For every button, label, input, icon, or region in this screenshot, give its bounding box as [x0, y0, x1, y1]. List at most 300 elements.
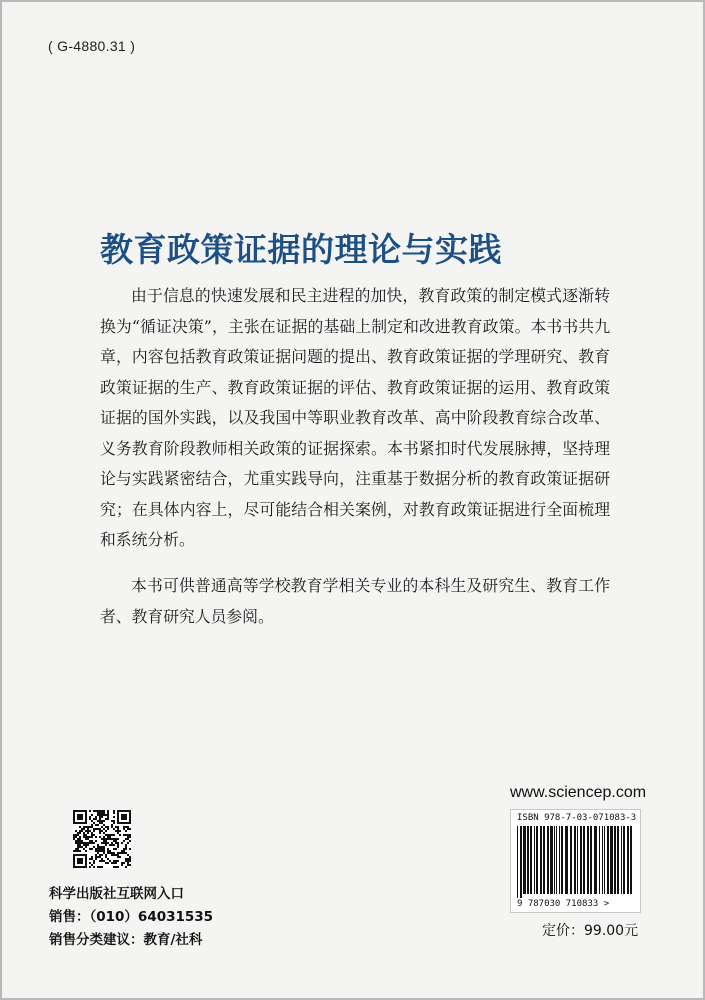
qr-module — [129, 828, 131, 830]
qr-module — [101, 866, 103, 868]
qr-module — [97, 856, 99, 858]
qr-module — [101, 826, 103, 828]
qr-module — [99, 836, 101, 838]
qr-module — [77, 838, 79, 840]
qr-module — [127, 836, 129, 838]
qr-module — [101, 860, 103, 862]
qr-module — [87, 844, 89, 846]
price: 定价：99.00元 — [542, 923, 639, 939]
qr-module — [87, 842, 89, 844]
barcode-bar — [570, 826, 572, 894]
qr-module — [79, 846, 81, 848]
qr-module — [81, 840, 83, 842]
qr-module — [85, 846, 87, 848]
qr-module — [103, 848, 105, 850]
qr-module — [79, 844, 81, 846]
qr-module — [83, 836, 85, 838]
qr-module — [91, 858, 93, 860]
qr-module — [113, 862, 115, 864]
qr-module — [117, 844, 119, 846]
qr-module — [89, 818, 91, 820]
qr-module — [97, 810, 99, 812]
qr-module — [93, 818, 95, 820]
qr-module — [101, 820, 103, 822]
qr-module — [93, 866, 95, 868]
qr-module — [121, 852, 123, 854]
qr-module — [93, 810, 95, 812]
qr-module — [111, 854, 113, 856]
qr-module — [97, 866, 99, 868]
qr-module — [89, 858, 91, 860]
qr-module — [97, 814, 99, 816]
qr-module — [79, 836, 81, 838]
qr-module — [123, 850, 125, 852]
qr-module — [105, 844, 107, 846]
barcode-bar — [561, 826, 563, 894]
qr-module — [101, 850, 103, 852]
qr-module — [127, 858, 129, 860]
qr-module — [125, 838, 127, 840]
qr-module — [89, 840, 91, 842]
qr-module — [101, 816, 103, 818]
qr-module — [75, 840, 77, 842]
qr-module — [103, 810, 105, 812]
qr-module — [107, 852, 109, 854]
qr-module — [91, 820, 93, 822]
qr-module — [81, 846, 83, 848]
qr-module — [95, 818, 97, 820]
qr-module — [113, 854, 115, 856]
barcode-bar — [594, 826, 597, 894]
qr-module — [111, 842, 113, 844]
qr-module — [75, 836, 77, 838]
qr-module — [113, 810, 115, 812]
qr-label: 科学出版社互联网入口 — [49, 886, 184, 902]
qr-module — [81, 830, 83, 832]
barcode-bar — [547, 826, 549, 894]
barcode-bar — [559, 826, 560, 894]
qr-module — [93, 822, 95, 824]
barcode-bar — [590, 826, 592, 894]
qr-module — [101, 838, 103, 840]
qr-module — [79, 840, 81, 842]
barcode-bars — [517, 826, 636, 898]
qr-module — [105, 814, 107, 816]
qr-module — [99, 860, 101, 862]
qr-module — [77, 832, 79, 834]
qr-module — [97, 824, 99, 826]
barcode-bar — [517, 826, 518, 898]
qr-module — [83, 844, 85, 846]
qr-module — [99, 828, 101, 830]
qr-module — [97, 850, 99, 852]
qr-module — [103, 812, 105, 814]
qr-module — [77, 846, 79, 848]
qr-module — [117, 856, 119, 858]
barcode-bar — [577, 826, 578, 894]
barcode-bar — [520, 826, 522, 898]
qr-module — [113, 820, 115, 822]
qr-module — [109, 834, 111, 836]
qr-module — [115, 854, 117, 856]
qr-module — [115, 826, 117, 828]
qr-module — [101, 810, 103, 812]
qr-module — [113, 822, 115, 824]
qr-module — [121, 814, 127, 820]
barcode-bar — [607, 826, 609, 894]
qr-module — [111, 852, 113, 854]
qr-module — [113, 866, 115, 868]
qr-module — [121, 864, 123, 866]
barcode-bar — [604, 826, 605, 894]
qr-module — [75, 848, 77, 850]
qr-module — [123, 834, 125, 836]
qr-module — [119, 852, 121, 854]
barcode-bar — [583, 826, 585, 894]
qr-module — [79, 830, 81, 832]
qr-module — [113, 844, 115, 846]
qr-module — [99, 820, 101, 822]
qr-module — [79, 850, 81, 852]
qr-module — [83, 826, 85, 828]
qr-module — [97, 852, 99, 854]
qr-module — [107, 850, 109, 852]
qr-module — [107, 834, 109, 836]
qr-module — [127, 834, 129, 836]
qr-module — [101, 842, 103, 844]
qr-module — [89, 826, 91, 828]
qr-module — [73, 838, 75, 840]
qr-module — [111, 820, 113, 822]
qr-module — [109, 844, 111, 846]
qr-module — [107, 858, 109, 860]
qr-module — [103, 860, 105, 862]
barcode-number: 9 787030 710833 > — [517, 899, 610, 909]
qr-module — [115, 862, 117, 864]
qr-module — [117, 838, 119, 840]
qr-module — [107, 818, 109, 820]
qr-module — [95, 810, 97, 812]
qr-module — [101, 854, 103, 856]
qr-module — [123, 840, 125, 842]
qr-module — [83, 832, 85, 834]
qr-module — [113, 852, 115, 854]
qr-module — [85, 850, 87, 852]
qr-module — [127, 864, 129, 866]
qr-module — [107, 842, 109, 844]
qr-module — [115, 866, 117, 868]
qr-module — [97, 848, 99, 850]
qr-module — [105, 840, 107, 842]
qr-module — [99, 814, 101, 816]
qr-module — [107, 836, 109, 838]
qr-module — [127, 854, 129, 856]
qr-module — [77, 844, 79, 846]
qr-module — [103, 850, 105, 852]
qr-module — [107, 848, 109, 850]
qr-module — [123, 862, 125, 864]
qr-module — [125, 844, 127, 846]
barcode-bar — [574, 826, 576, 894]
qr-module — [77, 848, 79, 850]
qr-module — [107, 826, 109, 828]
qr-module — [75, 842, 77, 844]
qr-module — [79, 832, 81, 834]
barcode-bar — [536, 826, 538, 894]
qr-module — [87, 826, 89, 828]
qr-module — [113, 848, 115, 850]
qr-module — [127, 826, 129, 828]
qr-module — [113, 816, 115, 818]
qr-module — [79, 842, 81, 844]
qr-module — [99, 848, 101, 850]
qr-module — [93, 860, 95, 862]
qr-module — [85, 842, 87, 844]
qr-module — [101, 812, 103, 814]
qr-module — [117, 830, 119, 832]
qr-module — [129, 848, 131, 850]
qr-module — [87, 836, 89, 838]
qr-module — [107, 838, 109, 840]
qr-module — [125, 852, 127, 854]
qr-module — [99, 846, 101, 848]
qr-module — [113, 840, 115, 842]
qr-module — [113, 838, 115, 840]
qr-module — [119, 834, 121, 836]
qr-module — [129, 840, 131, 842]
qr-module — [77, 834, 79, 836]
qr-module — [105, 830, 107, 832]
qr-module — [107, 810, 109, 812]
qr-module — [117, 826, 119, 828]
qr-module — [85, 830, 87, 832]
qr-module — [115, 842, 117, 844]
qr-module — [101, 830, 103, 832]
barcode-bar — [617, 826, 619, 894]
qr-module — [99, 822, 101, 824]
qr-module — [91, 836, 93, 838]
qr-module — [111, 838, 113, 840]
qr-module — [97, 828, 99, 830]
qr-module — [117, 866, 119, 868]
qr-module — [91, 840, 93, 842]
barcode-bar — [550, 826, 553, 894]
book-title: 教育政策证据的理论与实践 — [100, 230, 502, 269]
qr-module — [127, 842, 129, 844]
qr-module — [89, 816, 91, 818]
qr-module — [115, 840, 117, 842]
qr-module — [77, 858, 83, 864]
qr-module — [103, 832, 105, 834]
qr-module — [129, 860, 131, 862]
qr-module — [87, 838, 89, 840]
qr-module — [105, 856, 107, 858]
qr-module — [95, 828, 97, 830]
qr-module — [83, 842, 85, 844]
qr-module — [87, 830, 89, 832]
qr-module — [125, 830, 127, 832]
qr-module — [109, 836, 111, 838]
qr-module — [95, 854, 97, 856]
qr-module — [77, 842, 79, 844]
qr-module — [85, 844, 87, 846]
qr-module — [129, 836, 131, 838]
qr-module — [97, 844, 99, 846]
qr-module — [99, 866, 101, 868]
qr-module — [99, 816, 101, 818]
qr-module — [117, 842, 119, 844]
qr-module — [117, 854, 119, 856]
qr-module — [115, 838, 117, 840]
qr-module — [125, 866, 127, 868]
qr-module — [87, 828, 89, 830]
qr-module — [101, 814, 103, 816]
qr-module — [91, 834, 93, 836]
barcode-bar — [599, 826, 600, 894]
qr-module — [93, 842, 95, 844]
qr-module — [123, 848, 125, 850]
qr-module — [85, 826, 87, 828]
qr-module — [121, 862, 123, 864]
qr-module — [95, 836, 97, 838]
qr-module — [123, 828, 125, 830]
qr-module — [107, 812, 109, 814]
qr-module — [77, 840, 79, 842]
qr-module — [93, 830, 95, 832]
qr-module — [97, 812, 99, 814]
qr-module — [95, 850, 97, 852]
qr-module — [91, 814, 93, 816]
qr-module — [91, 832, 93, 834]
qr-module — [127, 838, 129, 840]
qr-module — [115, 848, 117, 850]
qr-module — [75, 850, 77, 852]
qr-module — [99, 810, 101, 812]
qr-module — [77, 814, 83, 820]
qr-module — [125, 846, 127, 848]
qr-module — [111, 834, 113, 836]
qr-module — [89, 862, 91, 864]
qr-module — [75, 830, 77, 832]
qr-module — [95, 816, 97, 818]
qr-module — [93, 846, 95, 848]
qr-module — [95, 858, 97, 860]
qr-module — [111, 862, 113, 864]
qr-module — [89, 866, 91, 868]
publisher-website[interactable]: www.sciencep.com — [510, 784, 647, 801]
qr-module — [73, 834, 75, 836]
qr-module — [103, 840, 105, 842]
qr-module — [89, 810, 91, 812]
qr-module — [109, 838, 111, 840]
qr-module — [103, 814, 105, 816]
qr-module — [117, 860, 119, 862]
qr-module — [109, 852, 111, 854]
qr-module — [107, 814, 109, 816]
qr-module — [125, 826, 127, 828]
qr-module — [111, 824, 113, 826]
qr-module — [121, 842, 123, 844]
barcode-bar — [623, 826, 625, 894]
qr-module — [125, 834, 127, 836]
qr-module — [89, 836, 91, 838]
qr-module — [91, 848, 93, 850]
qr-module — [115, 830, 117, 832]
qr-module — [79, 826, 81, 828]
qr-module — [113, 860, 115, 862]
qr-module — [129, 864, 131, 866]
qr-module — [127, 828, 129, 830]
qr-module — [73, 850, 75, 852]
sales-phone: 销售：（010）64031535 — [49, 909, 214, 925]
qr-module — [107, 828, 109, 830]
qr-module — [111, 826, 113, 828]
qr-module — [89, 830, 91, 832]
qr-module — [99, 850, 101, 852]
qr-module — [83, 848, 85, 850]
barcode-bar — [523, 826, 526, 894]
qr-module — [95, 848, 97, 850]
qr-module — [107, 816, 109, 818]
isbn-label: ISBN 978-7-03-071083-3 — [517, 813, 637, 823]
qr-module — [113, 828, 115, 830]
qr-module — [113, 834, 115, 836]
qr-module — [83, 834, 85, 836]
description-paragraph-2: 本书可供普通高等学校教育学相关专业的本科生及研究生、教育工作者、教育研究人员参阅。 — [100, 576, 610, 626]
qr-module — [121, 850, 123, 852]
qr-module — [105, 826, 107, 828]
qr-module — [79, 838, 81, 840]
qr-module — [129, 858, 131, 860]
qr-module — [103, 820, 105, 822]
barcode-bar — [534, 826, 535, 894]
qr-module — [95, 840, 97, 842]
qr-module — [101, 846, 103, 848]
qr-module — [109, 850, 111, 852]
qr-module — [91, 842, 93, 844]
qr-module — [73, 836, 75, 838]
qr-module — [105, 838, 107, 840]
qr-module — [103, 842, 105, 844]
qr-module — [85, 838, 87, 840]
barcode-bar — [627, 826, 629, 894]
qr-module — [123, 826, 125, 828]
qr-module — [103, 852, 105, 854]
qr-module — [101, 858, 103, 860]
qr-module — [117, 828, 119, 830]
qr-module — [105, 834, 107, 836]
qr-module — [93, 834, 95, 836]
sales-category: 销售分类建议：教育/社科 — [49, 932, 203, 948]
qr-module — [125, 858, 127, 860]
qr-module — [91, 856, 93, 858]
qr-module — [117, 832, 119, 834]
qr-module — [129, 834, 131, 836]
description-paragraph-1: 由于信息的快速发展和民主进程的加快，教育政策的制定模式逐渐转换为“循证决策”，主张在证据的基础上制定和改进教育政策。本书书共九章，内容包括教育政策证据问题的提出、教育政策证据的学理研究、教育政策证据的生产、教育政策证据的评估、教育政策证据的运用、教育政策证据的国外实践，以及我国中等职业教育改革、高中阶段教育综合改革、义务教育阶段教师相关政策的证据探索。本书紧扣时代发展脉搏，坚持理论与实践紧密结合，尤重实践导向，注重基于数据分析的教育政策证据研究；在具体内容上，尽可能结合相关案例，对教育政策证据进行全面梳理和系统分析。 — [100, 286, 610, 549]
qr-module — [91, 824, 93, 826]
qr-module — [99, 830, 101, 832]
barcode-bar — [556, 826, 557, 894]
qr-module — [103, 838, 105, 840]
qr-module — [95, 824, 97, 826]
qr-module — [127, 862, 129, 864]
qr-module — [105, 854, 107, 856]
qr-module — [101, 822, 103, 824]
qr-module — [127, 860, 129, 862]
qr-module — [105, 842, 107, 844]
qr-module — [83, 828, 85, 830]
qr-module — [103, 846, 105, 848]
